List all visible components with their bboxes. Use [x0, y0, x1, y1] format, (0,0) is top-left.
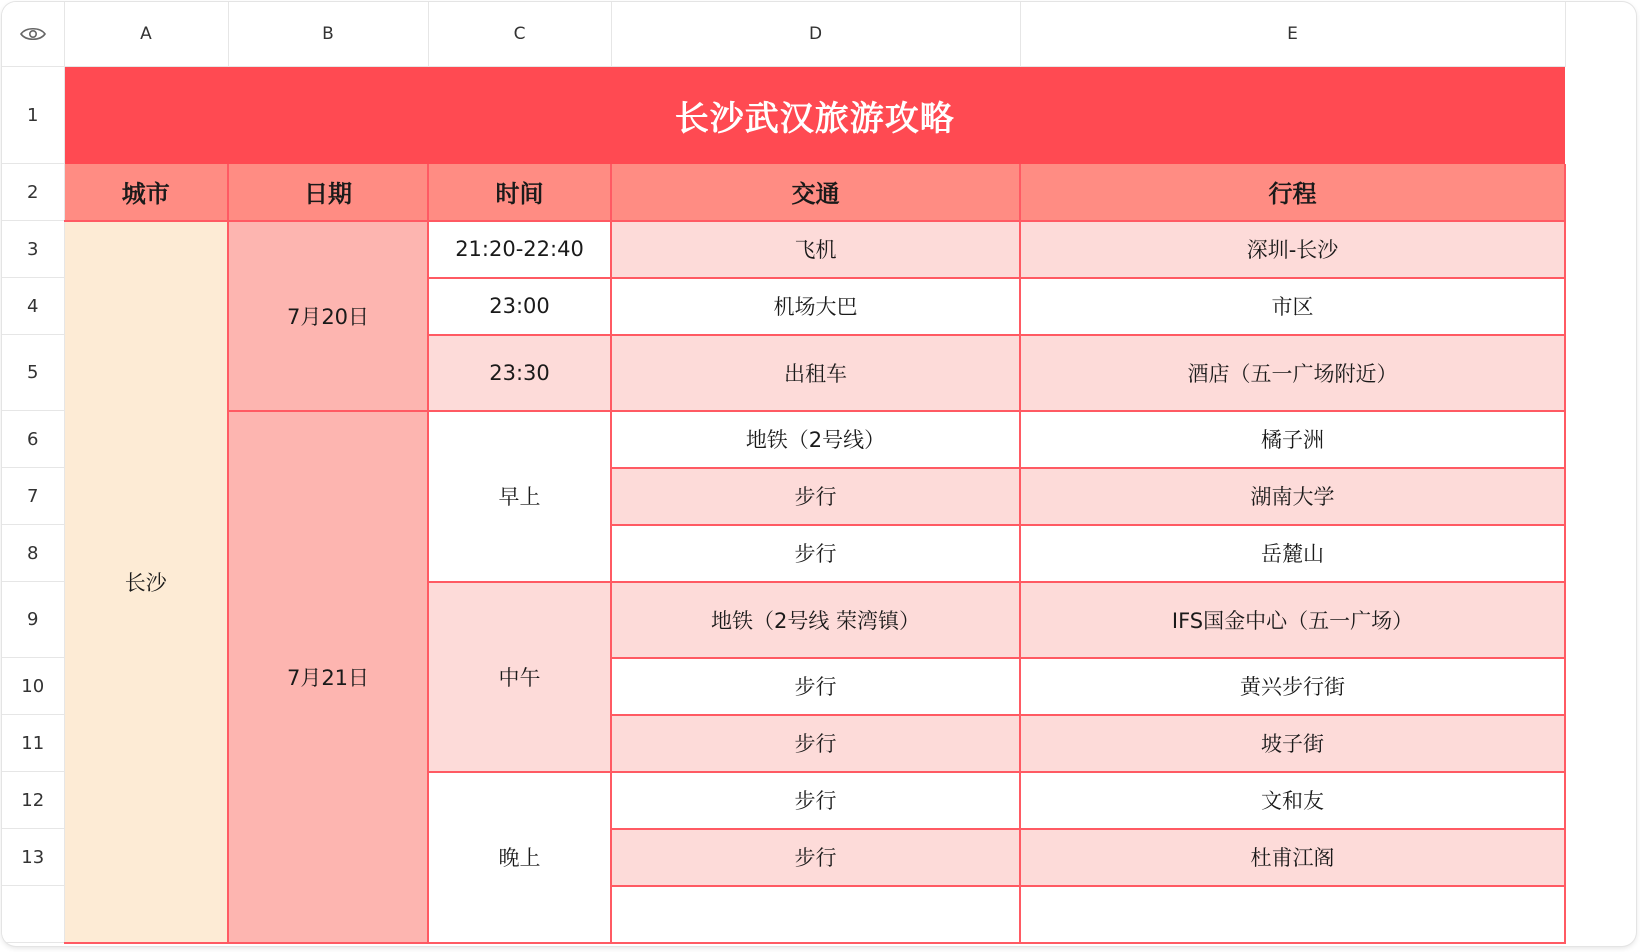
- row-header-12[interactable]: 12: [2, 772, 64, 829]
- spreadsheet-window: [2, 2, 1636, 946]
- cell-itinerary[interactable]: 橘子洲: [1020, 411, 1565, 468]
- cell-itinerary[interactable]: 杜甫江阁: [1020, 829, 1565, 886]
- cell-itinerary[interactable]: 黄兴步行街: [1020, 658, 1565, 715]
- spreadsheet-grid: [2, 2, 1566, 944]
- cell-itinerary[interactable]: 湖南大学: [1020, 468, 1565, 525]
- cell-time[interactable]: 21:20-22:40: [428, 221, 611, 278]
- row-header-3[interactable]: 3: [2, 221, 64, 278]
- cell-itinerary[interactable]: 坡子街: [1020, 715, 1565, 772]
- cell-transport[interactable]: 出租车: [611, 335, 1020, 411]
- row-header-4[interactable]: 4: [2, 278, 64, 335]
- row-header-2[interactable]: 2: [2, 164, 64, 221]
- header-itinerary[interactable]: 行程: [1020, 164, 1565, 221]
- cell-itinerary[interactable]: 文和友: [1020, 772, 1565, 829]
- row-header-11[interactable]: 11: [2, 715, 64, 772]
- header-time[interactable]: 时间: [428, 164, 611, 221]
- column-header-a[interactable]: A: [64, 2, 228, 67]
- header-city[interactable]: 城市: [64, 164, 228, 221]
- cell-itinerary[interactable]: 酒店（五一广场附近）: [1020, 335, 1565, 411]
- row-header-8[interactable]: 8: [2, 525, 64, 582]
- cell-transport[interactable]: [611, 886, 1020, 943]
- column-header-b[interactable]: B: [228, 2, 428, 67]
- row-header-10[interactable]: 10: [2, 658, 64, 715]
- row-header-14[interactable]: [2, 886, 64, 943]
- row-header-1[interactable]: 1: [2, 67, 64, 164]
- cell-transport[interactable]: 飞机: [611, 221, 1020, 278]
- cell-transport[interactable]: 机场大巴: [611, 278, 1020, 335]
- cell-transport[interactable]: 地铁（2号线 荣湾镇）: [611, 582, 1020, 658]
- cell-time[interactable]: 23:30: [428, 335, 611, 411]
- row-header-13[interactable]: 13: [2, 829, 64, 886]
- cell-itinerary[interactable]: [1020, 886, 1565, 943]
- cell-transport[interactable]: 步行: [611, 468, 1020, 525]
- cell-time-morning[interactable]: 早上: [428, 411, 611, 582]
- cell-time-evening[interactable]: 晚上: [428, 772, 611, 943]
- cell-date-2[interactable]: 7月21日: [228, 411, 428, 943]
- cell-city[interactable]: 长沙: [64, 221, 228, 943]
- row-header-9[interactable]: 9: [2, 582, 64, 658]
- sheet-title[interactable]: 长沙武汉旅游攻略: [64, 67, 1565, 164]
- cell-itinerary[interactable]: 市区: [1020, 278, 1565, 335]
- cell-time[interactable]: 23:00: [428, 278, 611, 335]
- header-transport[interactable]: 交通: [611, 164, 1020, 221]
- cell-transport[interactable]: 步行: [611, 715, 1020, 772]
- cell-itinerary[interactable]: 深圳-长沙: [1020, 221, 1565, 278]
- cell-itinerary[interactable]: 岳麓山: [1020, 525, 1565, 582]
- row-header-5[interactable]: 5: [2, 335, 64, 411]
- column-header-c[interactable]: C: [428, 2, 611, 67]
- header-date[interactable]: 日期: [228, 164, 428, 221]
- row-header-7[interactable]: 7: [2, 468, 64, 525]
- cell-itinerary[interactable]: IFS国金中心（五一广场）: [1020, 582, 1565, 658]
- column-header-e[interactable]: E: [1020, 2, 1565, 67]
- cell-transport[interactable]: 步行: [611, 829, 1020, 886]
- visibility-toggle[interactable]: [2, 2, 64, 67]
- cell-transport[interactable]: 步行: [611, 772, 1020, 829]
- cell-date-1[interactable]: 7月20日: [228, 221, 428, 411]
- row-header-6[interactable]: 6: [2, 411, 64, 468]
- cell-transport[interactable]: 地铁（2号线）: [611, 411, 1020, 468]
- cell-transport[interactable]: 步行: [611, 525, 1020, 582]
- column-header-d[interactable]: D: [611, 2, 1020, 67]
- cell-transport[interactable]: 步行: [611, 658, 1020, 715]
- eye-icon[interactable]: [2, 26, 64, 42]
- cell-time-noon[interactable]: 中午: [428, 582, 611, 772]
